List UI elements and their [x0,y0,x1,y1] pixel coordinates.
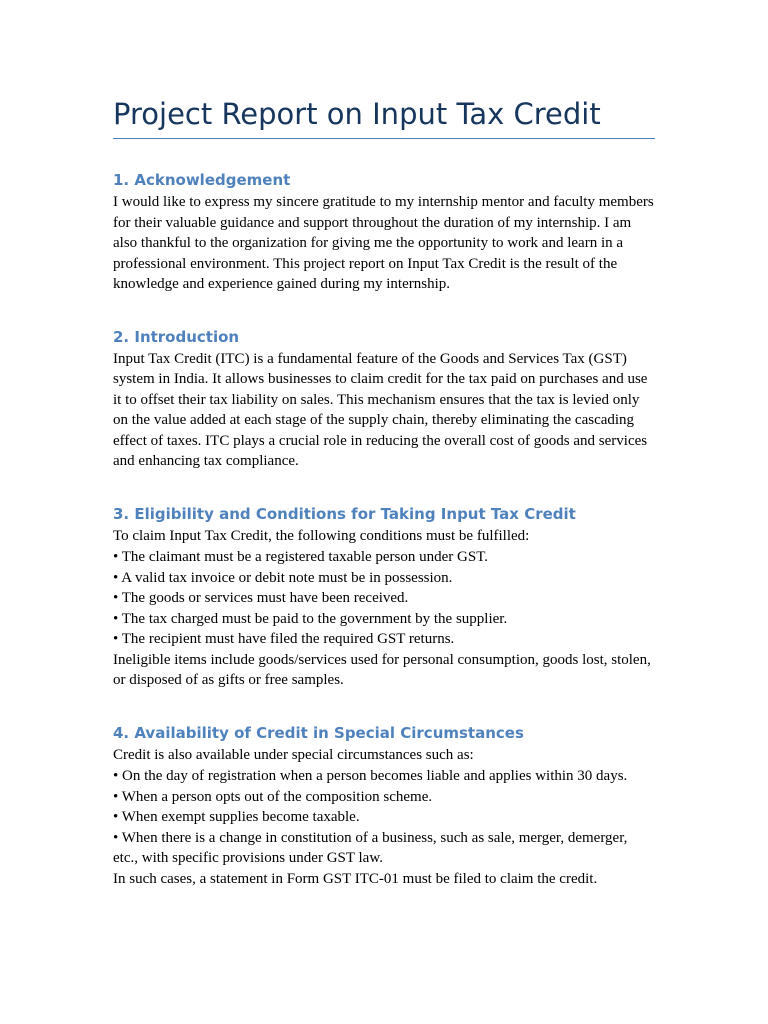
section-acknowledgement [113,169,655,295]
section-outro: In such cases, a statement in Form GST ITC-01 must be filed to claim the credit. [113,870,598,887]
bullet-list [113,766,655,869]
section-heading: 3. Eligibility and Conditions for Taking Input Tax Credit [113,504,576,523]
section-introduction [113,326,655,472]
list-item-text: When a person opts out of the composition scheme. [121,788,433,805]
section-intro: Credit is also available under special circumstances such as: [113,746,474,763]
list-item-text: When there is a change in constitution of a business, such as sale, merger, demerger, etc., with specific provisions under GST law. [113,829,628,866]
section-intro: To claim Input Tax Credit, the following conditions must be fulfilled: [113,527,530,544]
bullet-mark: • [113,788,119,805]
section-eligibility [113,503,655,691]
section-paragraph: Input Tax Credit (ITC) is a fundamental feature of the Goods and Services Tax (GST) system in India. It allows businesses to claim credit for the tax paid on purchases and use it to offset their tax liability on sales. This mechanism ensures that the tax is levied only on the value added at each stage of the supply chain, thereby eliminating the cascading effect of taxes. ITC plays a crucial role in reducing the overall cost of goods and services and enhancing tax compliance. [113,350,648,469]
list-item-text: A valid tax invoice or debit note must be in possession. [121,569,453,586]
list-item [113,547,655,568]
section-heading: 2. Introduction [113,327,240,346]
list-item-text: The claimant must be a registered taxable person under GST. [121,549,489,565]
list-item-text: On the day of registration when a person becomes liable and applies within 30 days. [122,768,628,784]
list-item [113,609,655,630]
list-item-text: When exempt supplies become taxable. [121,809,360,825]
list-item [113,766,655,787]
bullet-mark: • [113,809,119,825]
list-item [113,629,655,650]
list-item [113,807,655,828]
section-special-circumstances [113,722,655,890]
document-title: Project Report on Input Tax Credit [113,92,655,139]
list-item-text: The tax charged must be paid to the government by the supplier. [121,610,508,627]
list-item-text: The recipient must have filed the required GST returns. [121,631,455,647]
bullet-mark: • [113,569,119,586]
bullet-mark: • [113,631,119,647]
list-item [113,828,655,869]
bullet-mark: • [113,590,119,606]
bullet-mark: • [113,549,119,565]
bullet-mark: • [113,829,119,846]
list-item [113,588,655,609]
bullet-mark: • [113,610,119,627]
list-item [113,787,655,808]
bullet-mark: • [113,768,119,784]
section-outro: Ineligible items include goods/services used for personal consumption, goods lost, stolen, or disposed of as gifts or free samples. [113,651,651,688]
section-paragraph: I would like to express my sincere gratitude to my internship mentor and faculty members for their valuable guidance and support throughout the duration of my internship. I am also thankful to the organization for giving me the opportunity to work and learn in a professional environment. This project report on Input Tax Credit is the result of the knowledge and experience gained during my internship. [113,194,654,292]
list-item [113,568,655,589]
list-item-text: The goods or services must have been received. [121,590,409,606]
section-heading: 1. Acknowledgement [113,171,291,189]
document-page [113,92,655,889]
bullet-list [113,547,655,650]
section-heading: 4. Availability of Credit in Special Circumstances [113,723,524,742]
